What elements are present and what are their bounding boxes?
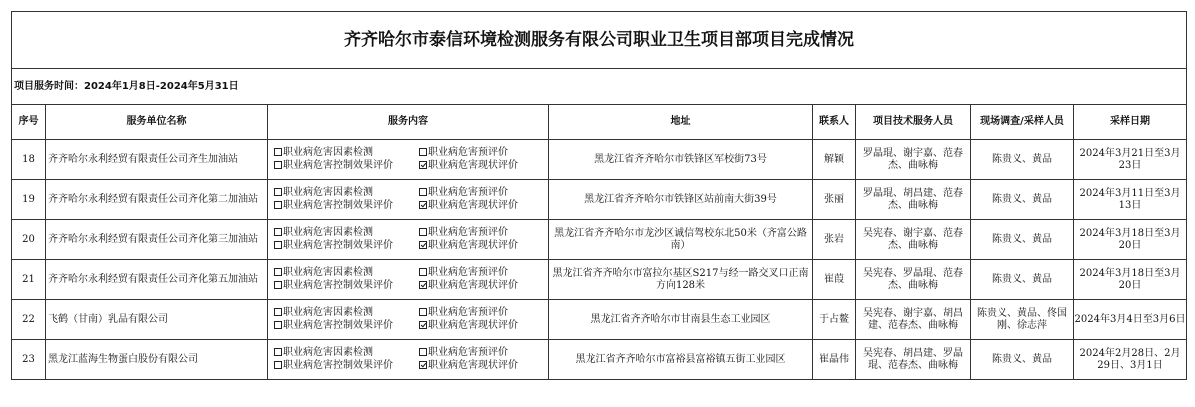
checkbox-icon	[274, 148, 282, 156]
row-no: 22	[12, 300, 46, 340]
service-item: 职业病危害现状评价	[419, 320, 539, 332]
service-item: 职业病危害预评价	[419, 347, 539, 359]
row-contact: 张丽	[813, 180, 856, 220]
row-no: 19	[12, 180, 46, 220]
table-body	[12, 140, 1187, 380]
service-item: 职业病危害控制效果评价	[274, 240, 419, 252]
row-tech-staff: 罗晶琨、胡昌建、范春杰、曲咏梅	[856, 180, 971, 220]
service-item: 职业病危害预评价	[419, 227, 539, 239]
row-unit: 齐齐哈尔永利经贸有限责任公司齐化第五加油站	[46, 260, 268, 300]
row-date: 2024年2月28日、2月29日、3月1日	[1074, 340, 1187, 380]
service-item: 职业病危害预评价	[419, 147, 539, 159]
row-date: 2024年3月4日至3月6日	[1074, 300, 1187, 340]
row-service	[268, 300, 549, 340]
row-service	[268, 180, 549, 220]
service-item: 职业病危害因素检测	[274, 187, 419, 199]
row-field-staff: 陈贵义、黄品	[971, 340, 1074, 380]
service-item: 职业病危害因素检测	[274, 347, 419, 359]
row-field-staff: 陈贵义、黄品、佟国刚、徐志萍	[971, 300, 1074, 340]
table-row	[12, 140, 1187, 180]
service-item: 职业病危害控制效果评价	[274, 320, 419, 332]
service-item: 职业病危害现状评价	[419, 240, 539, 252]
header-no: 序号	[12, 105, 46, 140]
header-date: 采样日期	[1074, 105, 1187, 140]
row-unit: 齐齐哈尔永利经贸有限责任公司齐生加油站	[46, 140, 268, 180]
checkbox-icon	[274, 268, 282, 276]
checkbox-icon	[274, 281, 282, 289]
checkbox-icon	[274, 201, 282, 209]
checkbox-icon	[419, 308, 427, 316]
checkbox-icon	[419, 321, 427, 329]
checkbox-icon	[419, 281, 427, 289]
checkbox-icon	[274, 308, 282, 316]
service-item: 职业病危害因素检测	[274, 147, 419, 159]
service-item: 职业病危害预评价	[419, 267, 539, 279]
report-table-container	[11, 11, 1186, 380]
checkbox-icon	[419, 348, 427, 356]
service-item: 职业病危害控制效果评价	[274, 360, 419, 372]
row-contact: 解颖	[813, 140, 856, 180]
header-row	[12, 105, 1187, 140]
row-unit: 齐齐哈尔永利经贸有限责任公司齐化第三加油站	[46, 220, 268, 260]
service-item: 职业病危害因素检测	[274, 227, 419, 239]
row-service	[268, 260, 549, 300]
checkbox-icon	[274, 188, 282, 196]
checkbox-icon	[419, 228, 427, 236]
table-row	[12, 180, 1187, 220]
service-item: 职业病危害控制效果评价	[274, 160, 419, 172]
service-item: 职业病危害现状评价	[419, 280, 539, 292]
row-no: 20	[12, 220, 46, 260]
row-address: 黑龙江省齐齐哈尔市甘南县生态工业园区	[549, 300, 813, 340]
checkbox-icon	[419, 241, 427, 249]
row-unit: 飞鹤（甘南）乳品有限公司	[46, 300, 268, 340]
row-tech-staff: 吴宪春、胡昌建、罗晶琨、范春杰、曲咏梅	[856, 340, 971, 380]
row-contact: 崔葭	[813, 260, 856, 300]
row-contact: 崔晶伟	[813, 340, 856, 380]
row-service	[268, 220, 549, 260]
project-table	[11, 11, 1187, 380]
table-row	[12, 340, 1187, 380]
row-address: 黑龙江省齐齐哈尔市富裕县富裕镇五街工业园区	[549, 340, 813, 380]
row-date: 2024年3月21日至3月23日	[1074, 140, 1187, 180]
service-item: 职业病危害因素检测	[274, 267, 419, 279]
checkbox-icon	[274, 321, 282, 329]
service-period: 项目服务时间：2024年1月8日-2024年5月31日	[12, 69, 1187, 105]
row-contact: 张岩	[813, 220, 856, 260]
row-tech-staff: 吴宪春、谢宇嘉、胡昌建、范春杰、曲咏梅	[856, 300, 971, 340]
service-item: 职业病危害现状评价	[419, 200, 539, 212]
row-no: 23	[12, 340, 46, 380]
row-address: 黑龙江省齐齐哈尔市铁锋区军校街73号	[549, 140, 813, 180]
header-service: 服务内容	[268, 105, 549, 140]
page-title: 齐齐哈尔市泰信环境检测服务有限公司职业卫生项目部项目完成情况	[12, 12, 1187, 69]
row-tech-staff: 吴宪春、罗晶琨、范春杰、曲咏梅	[856, 260, 971, 300]
row-date: 2024年3月11日至3月13日	[1074, 180, 1187, 220]
table-row	[12, 220, 1187, 260]
checkbox-icon	[419, 188, 427, 196]
row-tech-staff: 罗晶琨、谢宇嘉、范春杰、曲咏梅	[856, 140, 971, 180]
checkbox-icon	[419, 361, 427, 369]
row-service	[268, 140, 549, 180]
row-service	[268, 340, 549, 380]
row-field-staff: 陈贵义、黄品	[971, 260, 1074, 300]
checkbox-icon	[419, 268, 427, 276]
service-item: 职业病危害预评价	[419, 187, 539, 199]
checkbox-icon	[419, 161, 427, 169]
header-contact: 联系人	[813, 105, 856, 140]
checkbox-icon	[274, 241, 282, 249]
header-unit: 服务单位名称	[46, 105, 268, 140]
row-no: 21	[12, 260, 46, 300]
row-unit: 黑龙江蓝海生物蛋白股份有限公司	[46, 340, 268, 380]
service-item: 职业病危害控制效果评价	[274, 280, 419, 292]
header-tech-staff: 项目技术服务人员	[856, 105, 971, 140]
checkbox-icon	[419, 201, 427, 209]
row-field-staff: 陈贵义、黄品	[971, 220, 1074, 260]
row-address: 黑龙江省齐齐哈尔市富拉尔基区S217与经一路交叉口正南方向128米	[549, 260, 813, 300]
row-unit: 齐齐哈尔永利经贸有限责任公司齐化第二加油站	[46, 180, 268, 220]
row-no: 18	[12, 140, 46, 180]
service-item: 职业病危害预评价	[419, 307, 539, 319]
row-address: 黑龙江省齐齐哈尔市铁锋区站前南大街39号	[549, 180, 813, 220]
row-date: 2024年3月18日至3月20日	[1074, 260, 1187, 300]
service-item: 职业病危害现状评价	[419, 160, 539, 172]
row-address: 黑龙江省齐齐哈尔市龙沙区诚信驾校东北50米（齐富公路南）	[549, 220, 813, 260]
row-date: 2024年3月18日至3月20日	[1074, 220, 1187, 260]
checkbox-icon	[274, 161, 282, 169]
row-tech-staff: 吴宪春、谢宇嘉、范春杰、曲咏梅	[856, 220, 971, 260]
table-row	[12, 260, 1187, 300]
row-contact: 于占鳌	[813, 300, 856, 340]
checkbox-icon	[419, 148, 427, 156]
service-item: 职业病危害控制效果评价	[274, 200, 419, 212]
checkbox-icon	[274, 228, 282, 236]
checkbox-icon	[274, 361, 282, 369]
header-field-staff: 现场调查/采样人员	[971, 105, 1074, 140]
header-address: 地址	[549, 105, 813, 140]
table-row	[12, 300, 1187, 340]
service-item: 职业病危害现状评价	[419, 360, 539, 372]
row-field-staff: 陈贵义、黄品	[971, 180, 1074, 220]
service-item: 职业病危害因素检测	[274, 307, 419, 319]
row-field-staff: 陈贵义、黄品	[971, 140, 1074, 180]
checkbox-icon	[274, 348, 282, 356]
